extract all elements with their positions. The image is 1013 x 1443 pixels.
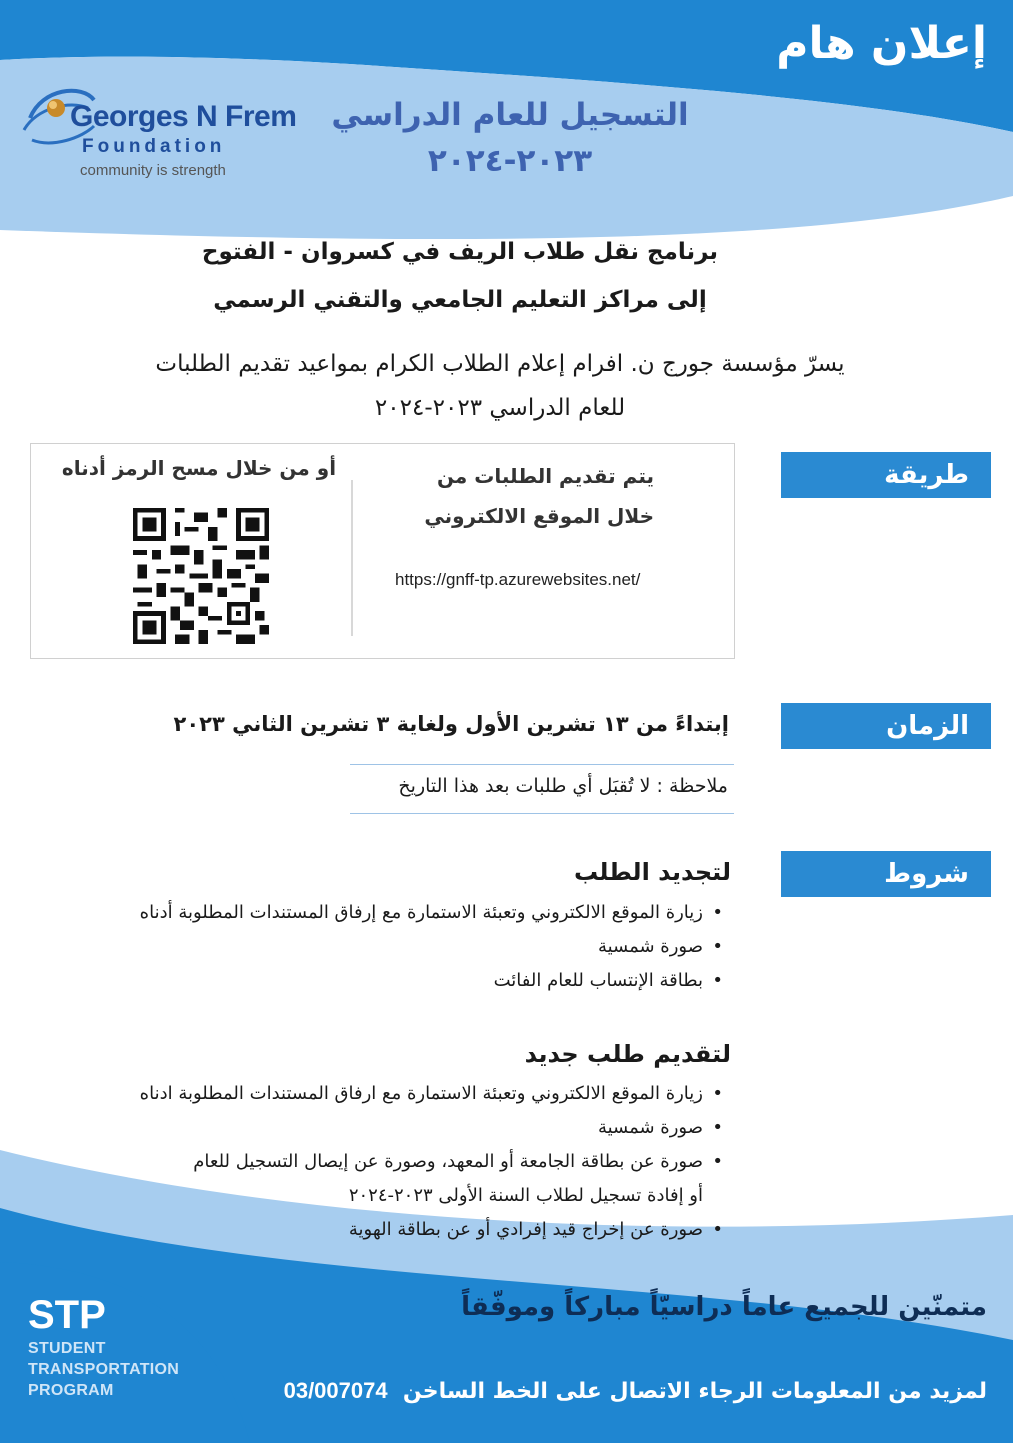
renewal-list <box>43 896 723 998</box>
list-item-line2: أو إفادة تسجيل لطلاب السنة الأولى ٢٠٢٣-٢٠٢٤ <box>348 1185 703 1206</box>
section-label-method: طريقة التسجيل <box>781 452 991 498</box>
section-label-time: الزمان <box>781 703 991 749</box>
logo-sub: Foundation <box>82 136 226 157</box>
section-label-conditions: شروط الإنتساب <box>781 851 991 897</box>
list-item <box>43 1145 723 1213</box>
foundation-logo <box>22 78 297 196</box>
website-url-link[interactable]: https://gnff-tp.azurewebsites.net/ <box>395 570 641 589</box>
new-application-list <box>43 1077 723 1247</box>
closing-wish: متمنّين للجميع عاماً دراسيّاً مباركاً وموفّقاً <box>461 1292 987 1322</box>
logo-tagline: community is strength <box>80 162 226 179</box>
registration-method-box <box>30 443 735 659</box>
hotline-text: لمزيد من المعلومات الرجاء الاتصال على الخط الساخن <box>402 1379 987 1404</box>
registration-title <box>300 92 720 184</box>
stp-line1: STUDENT <box>28 1340 106 1357</box>
registration-title-line2: ٢٠٢٣-٢٠٢٤ <box>427 143 593 179</box>
stp-logo <box>28 1292 179 1401</box>
announcement-title: إعلان هام <box>776 18 987 69</box>
renewal-title: لتجديد الطلب <box>573 858 731 886</box>
stp-line2: TRANSPORTATION <box>28 1361 180 1378</box>
stp-line3: PROGRAM <box>28 1382 114 1399</box>
website-line1: يتم تقديم الطلبات من <box>436 464 654 488</box>
intro-line1: يسرّ مؤسسة جورج ن. افرام إعلام الطلاب الكرام بمواعيد تقديم الطلبات <box>155 351 845 377</box>
hotline-info <box>284 1378 987 1404</box>
list-item: • صورة شمسية <box>43 1111 723 1145</box>
website-instructions <box>394 456 654 536</box>
list-item: • صورة عن إخراج قيد إفرادي أو عن بطاقة الهوية <box>43 1213 723 1247</box>
list-item-line1: صورة عن بطاقة الجامعة أو المعهد، وصورة عن إيصال التسجيل للعام <box>193 1151 703 1172</box>
registration-dates: إبتداءً من ١٣ تشرين الأول ولغاية ٣ تشرين الثاني ٢٠٢٣ <box>173 712 729 736</box>
website-line2: خلال الموقع الالكتروني <box>424 504 654 528</box>
list-item: • زيارة الموقع الالكتروني وتعبئة الاستمارة مع إرفاق المستندات المطلوبة أدناه <box>43 896 723 930</box>
new-application-title: لتقديم طلب جديد <box>524 1040 731 1068</box>
intro-text <box>90 342 910 430</box>
stp-abbr: STP <box>28 1293 106 1337</box>
list-item: • بطاقة الإنتساب للعام الفائت <box>43 964 723 998</box>
list-item: • زيارة الموقع الالكتروني وتعبئة الاستمارة مع ارفاق المستندات المطلوبة ادناه <box>43 1077 723 1111</box>
deadline-note: ملاحظة : لا تُقبَل أي طلبات بعد هذا التاريخ <box>398 775 728 797</box>
registration-title-line1: التسجيل للعام الدراسي <box>331 97 689 133</box>
program-line1: برنامج نقل طلاب الريف في كسروان - الفتوح <box>201 239 719 265</box>
qr-code-icon[interactable] <box>133 508 269 644</box>
logo-brand: Georges N Frem <box>70 100 297 133</box>
method-divider <box>351 480 353 636</box>
hotline-phone[interactable]: 03/007074 <box>283 1378 388 1403</box>
program-line2: إلى مراكز التعليم الجامعي والتقني الرسمي <box>213 287 707 313</box>
qr-instructions: أو من خلال مسح الرمز أدناه <box>61 456 337 480</box>
program-title <box>120 228 800 324</box>
list-item: • صورة شمسية <box>43 930 723 964</box>
note-box <box>350 764 734 814</box>
intro-line2: للعام الدراسي ٢٠٢٣-٢٠٢٤ <box>374 395 626 421</box>
